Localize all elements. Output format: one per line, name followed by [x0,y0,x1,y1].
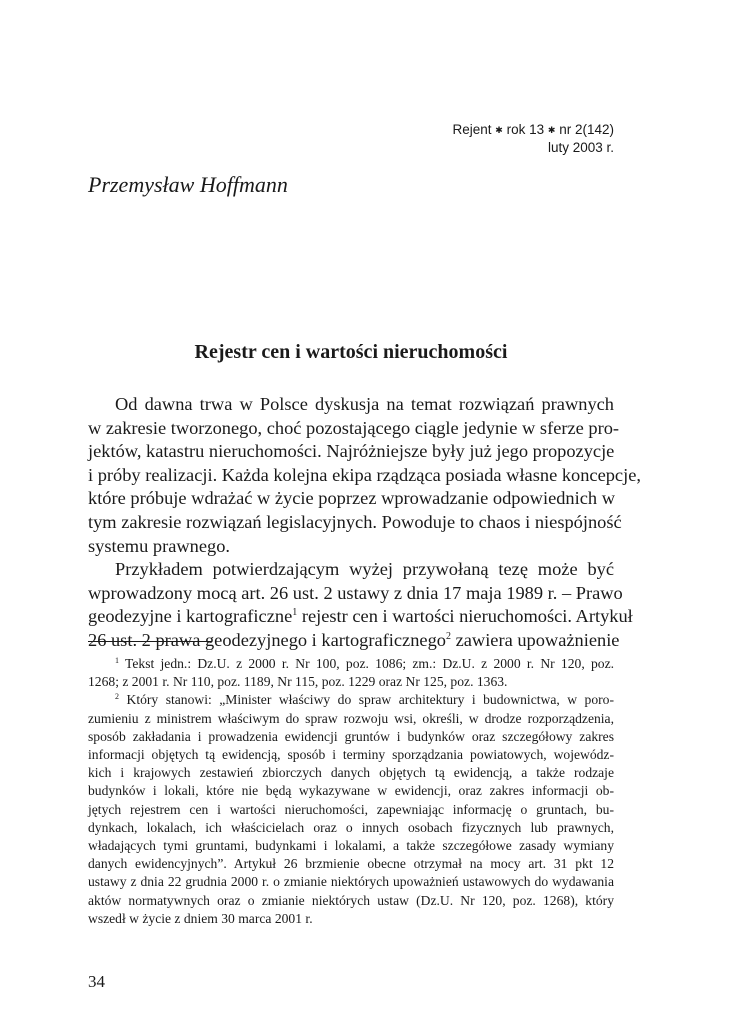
footnotes [88,655,614,928]
footnote-2-line: kich i krajowych zestawień zbiorczych danych objętych tą ewidencją, a także rodzaje [88,765,614,781]
author-name: Przemysław Hoffmann [88,172,288,197]
footnote-text: Tekst jedn.: Dz.U. z 2000 r. Nr 100, poz. 1086; zm.: Dz.U. z 2000 r. Nr 120, poz. [125,656,614,671]
body-line: systemu prawnego. [88,535,230,556]
footnote-2-line: wszedł w życie z dniem 30 marca 2001 r. [88,910,313,926]
article-title: Rejestr cen i wartości nieruchomości [194,341,508,363]
journal-name: Rejent [452,122,492,137]
star-separator-icon: ✱ [495,125,503,135]
footnote-ref-2[interactable]: 2 [445,630,451,642]
body-text-fragment: 26 ust. 2 prawa geodezyjnego i kartograficznego [88,629,446,650]
footnote-2-line: dynkach, lokalach, ich właścicielach oraz o innych osobach fizycznych lub prawnych, [88,819,614,835]
body-line: i próby realizacji. Każda kolejna ekipa rządząca posiada własne koncepcje, [88,464,641,485]
footnote-1-line [88,655,614,673]
body-line: Od dawna trwa w Polsce dyskusja na temat rozwiązań prawnych [115,394,614,414]
journal-year: rok 13 [506,122,545,137]
footnote-ref-1[interactable]: 1 [292,607,298,619]
star-separator-icon: ✱ [547,125,556,135]
journal-issue: nr 2(142) [559,122,614,137]
footnote-divider [88,641,212,642]
footnote-2-line [88,691,614,709]
footnote-text: Który stanowi: „Minister właściwy do spraw architektury i budownictwa, w poro- [126,692,615,708]
body-line: jektów, katastru nieruchomości. Najróżniejsze były już jego propozycje [88,441,615,462]
article-body [88,393,641,653]
body-line: w zakresie tworzonego, choć pozostającego ciągle jedynie w sferze pro- [88,417,620,438]
footnote-2-line: jętych rejestrem cen i wartości nieruchomości, zapewniając informację o gruntach, bu- [88,801,614,817]
body-text-fragment: geodezyjne i kartograficzne [88,606,293,627]
body-line: wprowadzony mocą art. 26 ust. 2 ustawy z dnia 17 maja 1989 r. – Prawo [88,582,623,603]
footnote-2-line: budynków i lokali, które nie będą wykazywane w ewidencji, oraz zakres informacji ob- [88,783,614,799]
body-line: Przykładem potwierdzającym wyżej przywołaną tezę może być [115,559,614,580]
footnote-2-line: zumieniu z ministrem właściwym do spraw rozwoju wsi, określi, w drodze rozporządzenia, [88,710,614,726]
body-line: tym zakresie rozwiązań legislacyjnych. Powoduje to chaos i niespójność [88,511,622,532]
body-line: które próbuje wdrażać w życie poprzez wprowadzanie odpowiednich w [88,488,615,509]
footnote-2-line: aktów normatywnych oraz o zmianie niektórych ustaw (Dz.U. Nr 120, poz. 1268), który [88,892,614,908]
footnote-2-line: sposób zakładania i prowadzenia ewidencji gruntów i budynków oraz szczegółowy zakres [88,728,614,744]
body-text-fragment: rejestr cen i wartości nieruchomości. Artykuł [297,606,633,627]
footnote-2-mark: 2 [115,692,119,702]
footnote-2-line: informacji objętych tą ewidencją, sposób i terminy sporządzania powiatowych, wojewódz- [88,747,614,763]
footnote-2-line: danych ewidencyjnych”. Artykuł 26 brzmienie obecne otrzymał na mocy art. 31 pkt 12 [88,856,614,872]
journal-date: luty 2003 r. [547,140,614,155]
footnote-2-line: władających tymi gruntami, budynkami i lokalami, a także szczegółowe zasady wymiany [88,838,614,854]
footnote-1-line: 1268; z 2001 r. Nr 110, poz. 1189, Nr 115, poz. 1229 oraz Nr 125, poz. 1363. [88,674,508,690]
body-line [88,605,633,629]
journal-header [453,121,615,157]
footnote-1-mark: 1 [115,656,119,665]
journal-issue-line [453,121,615,139]
footnote-2-line: ustawy z dnia 22 grudnia 2000 r. o zmianie niektórych upoważnień ustawowych do wydawania [88,874,614,890]
body-text-fragment: zawiera upoważnienie [450,629,620,650]
page-number: 34 [88,972,105,991]
